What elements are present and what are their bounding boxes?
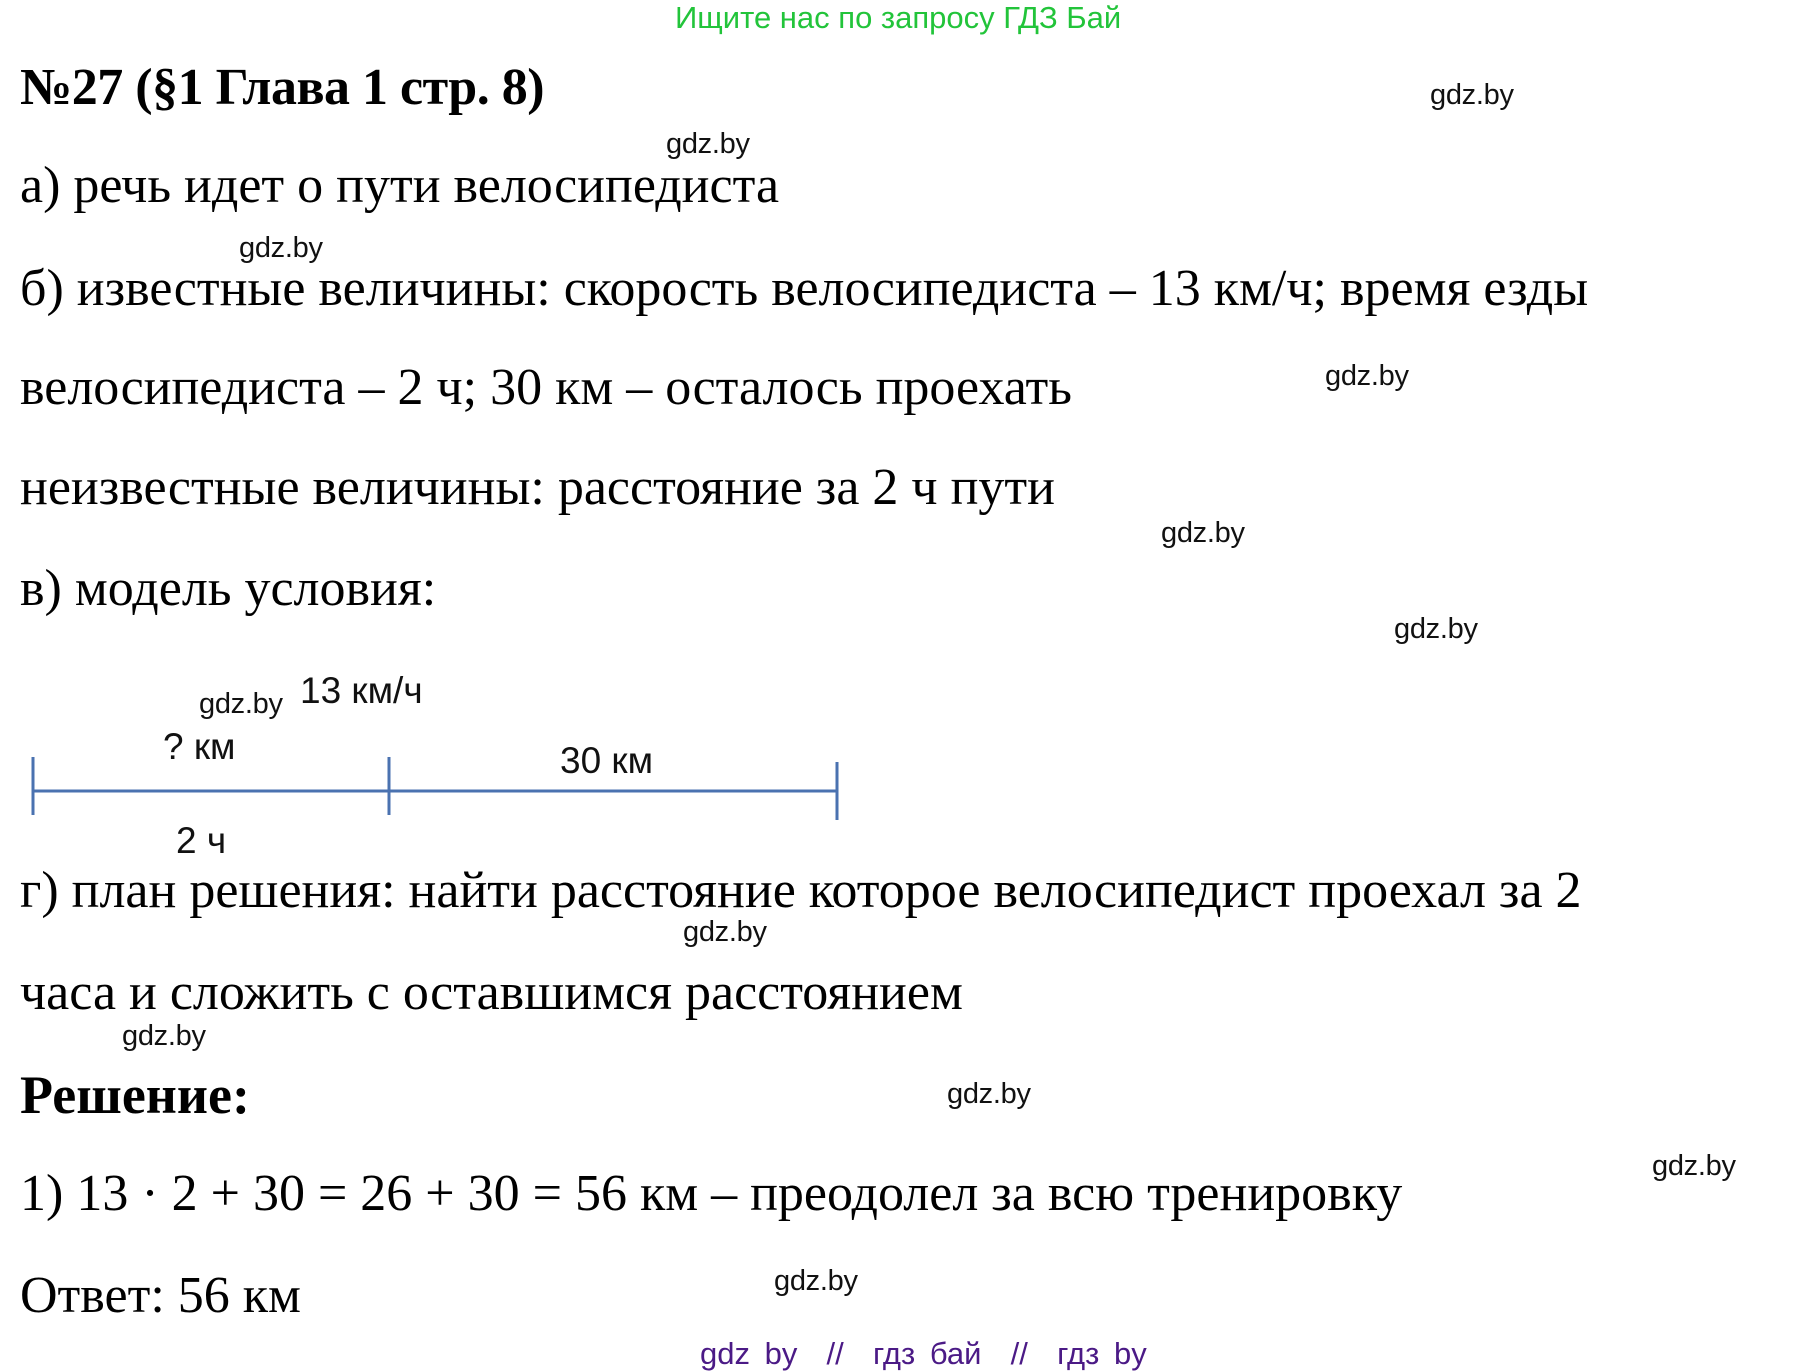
solution-step-1: 1) 13 · 2 + 30 = 26 + 30 = 56 км – преодолел за всю тренировку bbox=[20, 1165, 1403, 1222]
watermark: gdz.by bbox=[666, 128, 750, 160]
section-b-line3: неизвестные величины: расстояние за 2 ч пути bbox=[20, 459, 1055, 516]
watermark: gdz.by bbox=[1430, 79, 1514, 111]
section-v: в) модель условия: bbox=[20, 560, 437, 617]
watermark: gdz.by bbox=[1325, 360, 1409, 392]
watermark: gdz.by bbox=[1161, 517, 1245, 549]
diagram-time-label: 2 ч bbox=[176, 820, 227, 861]
watermark: gdz.by bbox=[774, 1265, 858, 1297]
watermark: gdz.by bbox=[1394, 613, 1478, 645]
page-title: №27 (§1 Глава 1 стр. 8) bbox=[20, 59, 545, 116]
section-b-line2: велосипедиста – 2 ч; 30 км – осталось проехать bbox=[20, 359, 1072, 416]
footer-site-links[interactable]: gdz by // гдз бай // гдз by bbox=[700, 1336, 1147, 1371]
watermark: gdz.by bbox=[947, 1078, 1031, 1110]
section-a: а) речь идет о пути велосипедиста bbox=[20, 157, 780, 214]
watermark: gdz.by bbox=[122, 1020, 206, 1052]
watermark: gdz.by bbox=[683, 916, 767, 948]
header-search-hint[interactable]: Ищите нас по запросу ГДЗ Бай bbox=[675, 0, 1122, 35]
diagram-remaining-distance-label: 30 км bbox=[560, 740, 654, 781]
section-b-line1: б) известные величины: скорость велосипедиста – 13 км/ч; время езды bbox=[20, 260, 1589, 317]
diagram-speed-label: 13 км/ч bbox=[300, 670, 423, 711]
watermark: gdz.by bbox=[199, 688, 283, 720]
watermark: gdz.by bbox=[239, 232, 323, 264]
watermark: gdz.by bbox=[1652, 1150, 1736, 1182]
condition-model-diagram bbox=[0, 740, 900, 880]
solution-heading: Решение: bbox=[20, 1065, 250, 1125]
section-g-line1: г) план решения: найти расстояние которое велосипедист проехал за 2 bbox=[20, 862, 1582, 919]
answer-line: Ответ: 56 км bbox=[20, 1267, 301, 1324]
diagram-unknown-distance-label: ? км bbox=[163, 726, 236, 767]
section-g-line2: часа и сложить с оставшимся расстоянием bbox=[20, 964, 963, 1021]
